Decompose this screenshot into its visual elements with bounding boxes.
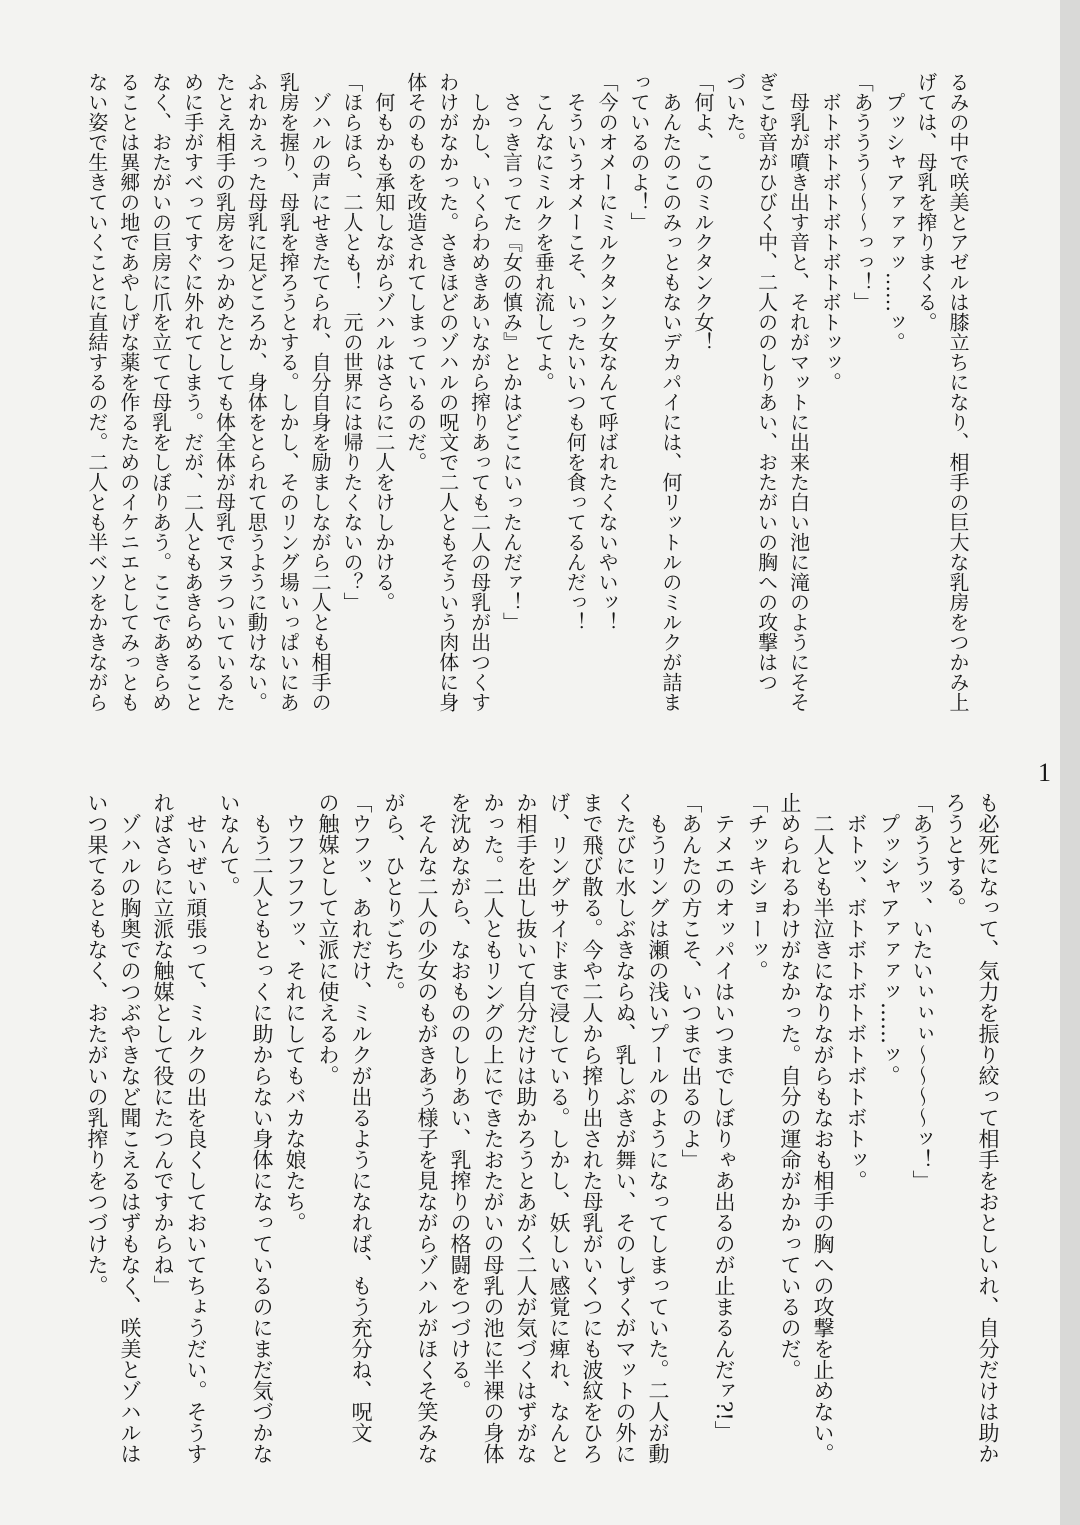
text-column: か相手を出し抜いて自分だけは助かろうとあがく二人が気づくはずがな [514,792,538,1464]
text-column: まで飛び散る。今や二人から搾り出された母乳がいくつにも波紋をひろ [580,792,604,1464]
text-column: めに手がすべってすぐに外れてしまう。だが、二人ともあきらめること [180,72,205,712]
text-column: いなんて。 [217,792,241,897]
text-column: げ、リングサイドまで浸している。しかし、妖しい感覚に痺れ、なんと [547,792,571,1464]
text-column: ふれかえった母乳に足どころか、身体をとられて思うように動けない。 [244,72,269,712]
text-column: プッシャアァァァッ……ッ。 [882,72,907,352]
text-column: そんな二人の少女のもがきあう様子を見ながらゾハルがほくそ笑みな [415,792,439,1464]
text-column: ボトボトボトボトボトボトッッ。 [818,72,843,392]
text-column: ろうとする。 [943,792,967,918]
text-column: わけがなかった。さきほどのゾハルの呪文で二人ともそういう肉体に身 [435,72,460,712]
text-column: も必死になって、気力を振り絞って相手をおとしいれ、自分だけは助か [976,792,1000,1464]
text-column: 何もかも承知しながらゾハルはさらに二人をけしかける。 [371,72,396,612]
text-column: ボトッ、ボトボトボトボトボトボトッ。 [844,792,868,1191]
text-column: プッシャアァァァッ……ッ。 [877,792,901,1086]
text-column: こんなにミルクを垂れ流してよ。 [531,72,556,392]
text-column: ゾハルの声にせきたてられ、自分自身を励ましながら二人とも相手の [308,72,333,712]
text-column: げては、母乳を搾りまくる。 [914,72,939,332]
text-column: もう二人ともとっくに助からない身体になっているのにまだ気づかな [250,792,274,1464]
text-column: ゾハルの胸奥でのつぶやきなど聞こえるはずもなく、咲美とゾハルは [118,792,142,1464]
text-column: るみの中で咲美とアゼルは膝立ちになり、相手の巨大な乳房をつかみ上 [945,72,970,712]
text-column: っているのよ！」 [627,72,652,232]
text-column: 「あううッ、いたいぃぃぃ〜〜〜〜ッ！」 [910,792,934,1191]
page-number: 1 [1038,758,1051,787]
text-column: 「あんたの方こそ、いつまで出るのよ」 [679,792,703,1170]
text-column: 「チッキショーッ。 [745,792,769,981]
text-column: そういうオメーこそ、いったいいつも何を食ってるんだっ！ [563,72,588,632]
text-column: ればさらに立派な触媒として役にたつんですからね」 [151,792,175,1296]
text-column: ることは異郷の地であやしげな薬を作るためのイケニエとしてみっとも [116,72,141,712]
text-column: 「あううう〜〜〜っっ！」 [850,72,875,312]
text-column: あんたのこのみっともないデカパイには、何リットルのミルクが詰ま [658,72,683,712]
text-column: 止められるわけがなかった。自分の運命がかかっているのだ。 [778,792,802,1380]
text-block-lower [80,792,1004,1502]
text-column: テメエのオッパイはいつまでしぼりゃあ出るのが止まるんだァ?!」 [712,792,736,1442]
text-column: の触媒として立派に使えるわ。 [316,792,340,1086]
text-column: せいぜい頑張って、ミルクの出を良くしておいてちょうだい。そうす [184,792,208,1464]
text-column: もうリングは瀬の浅いプールのようになってしまっていた。二人が動 [646,792,670,1464]
text-column: がら、ひとりごちた。 [382,792,406,1002]
text-column: ぎこむ音がひびく中、二人ののしりあい、おたがいの胸への攻撃はつ [754,72,779,692]
text-column: 体そのものを改造されてしまっているのだ。 [403,72,428,472]
text-column: 二人とも半泣きになりながらもなおも相手の胸への攻撃を止めない。 [811,792,835,1464]
text-column: いつ果てるともなく、おたがいの乳搾りをつづけた。 [85,792,109,1296]
text-column: ない姿で生きていくことに直結するのだ。二人とも半ベソをかきながら [84,72,109,712]
text-column: なく、おたがいの巨房に爪を立てて母乳をしぼりあう。ここであきらめ [148,72,173,712]
text-column: くたびに水しぶきならぬ、乳しぶきが舞い、そのしずくがマットの外に [613,792,637,1464]
scan-edge [1060,0,1080,1525]
text-column: ウフフフフッ、それにしてもバカな娘たち。 [283,792,307,1233]
text-block-upper [80,72,973,752]
text-column: を沈めながら、なおもののしりあい、乳搾りの格闘をつづける。 [448,792,472,1401]
text-column: さっき言ってた『女の慎み』とかはどこにいったんだァ！」 [499,72,524,632]
text-column: 「ウフッ、あれだけ、ミルクが出るようになれば、もう充分ね、呪文 [349,792,373,1443]
text-column: 「何よ、このミルクタンク女！ [690,72,715,352]
text-column: かった。二人ともリングの上にできたおたがいの母乳の池に半裸の身体 [481,792,505,1464]
text-column: たとえ相手の乳房をつかめたとしても体全体が母乳でヌラついているた [212,72,237,712]
text-column: 母乳が噴き出す音と、それがマットに出来た白い池に滝のようにそそ [786,72,811,712]
text-column: 「今のオメーにミルクタンク女なんて呼ばれたくないやいッ！ [595,72,620,632]
text-column: 「ほらほら、二人とも！ 元の世界には帰りたくないの？」 [340,72,365,612]
text-column: しかし、いくらわめきあいながら搾りあっても二人の母乳が出つくす [467,72,492,712]
text-column: 乳房を握り、母乳を搾ろうとする。しかし、そのリング場いっぱいにあ [276,72,301,712]
text-column: づいた。 [722,72,747,152]
